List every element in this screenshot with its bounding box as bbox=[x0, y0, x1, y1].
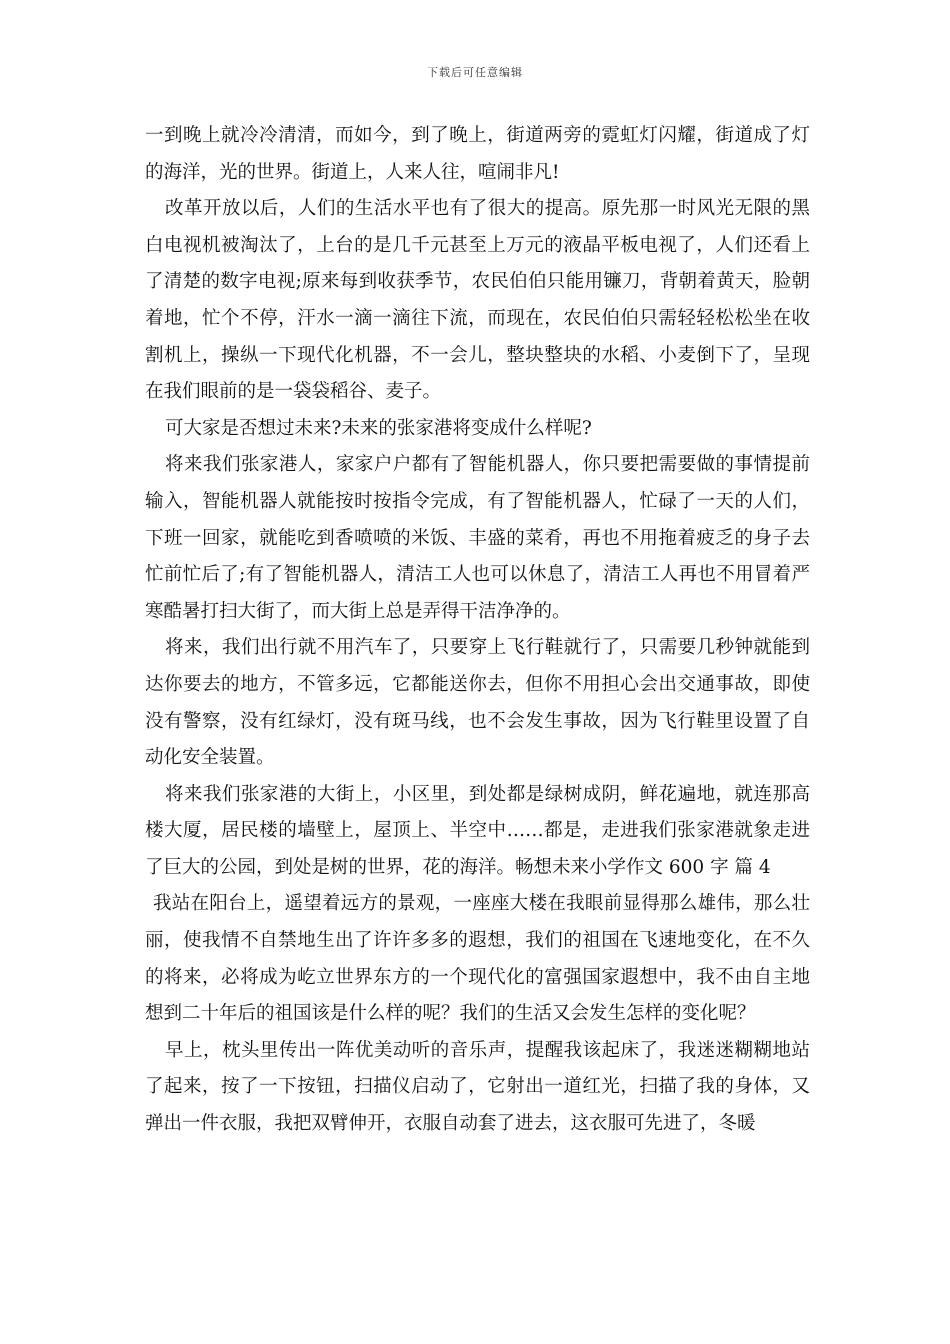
paragraph-flying-shoes: 将来，我们出行就不用汽车了，只要穿上飞行鞋就行了，只需要几秒钟就能到达你要去的地方，不管多远，它都能送你去，但你不用担心会出交通事故，即使没有警察，没有红绿灯，没有斑马线，也不会发生事故，因为飞行鞋里设置了自动化安全装置。 bbox=[145, 637, 810, 769]
paragraph-question: 可大家是否想过未来?未来的张家港将变成什么样呢? bbox=[165, 417, 592, 439]
paragraph-morning: 早上，枕头里传出一阵优美动听的音乐声，提醒我该起床了，我迷迷糊糊地站了起来，按了一下按钮，扫描仪启动了，它射出一道红光，扫描了我的身体，又弹出一件衣服，我把双臂伸开，衣服自动套了进去，这衣服可先进了，冬暖 bbox=[145, 1039, 810, 1135]
paragraph-reform: 改革开放以后，人们的生活水平也有了很大的提高。原先那一时风光无限的黑白电视机被淘汰了，上台的是几千元甚至上万元的液晶平板电视了，人们还看上了清楚的数字电视;原来每到收获季节，农民伯伯只能用镰刀，背朝着黄天，脸朝着地，忙个不停，汗水一滴一滴往下流，而现在，农民伯伯只需轻轻松松坐在收割机上，操纵一下现代化机器，不一会儿，整块整块的水稻、小麦倒下了，呈现在我们眼前的是一袋袋稻谷、麦子。 bbox=[145, 198, 810, 403]
page-header: 下载后可任意编辑 bbox=[427, 66, 523, 79]
paragraph-continuation: 一到晚上就冷冷清清，而如今，到了晚上，街道两旁的霓虹灯闪耀，街道成了灯的海洋，光的世界。街道上，人来人往，喧闹非凡! bbox=[145, 125, 810, 183]
paragraph-green-city: 将来我们张家港的大街上，小区里，到处都是绿树成阴，鲜花遍地，就连那高楼大厦，居民楼的墙壁上，屋顶上、半空中……都是，走进我们张家港就象走进了巨大的公园，到处是树的世界，花的海洋。畅想未来小学作文 600 字 篇 4 bbox=[145, 783, 810, 878]
document-body bbox=[145, 118, 810, 1143]
paragraph-robots: 将来我们张家港人，家家户户都有了智能机器人，你只要把需要做的事情提前输入，智能机器人就能按时按指令完成，有了智能机器人，忙碌了一天的人们，下班一回家，就能吃到香喷喷的米饭、丰盛的菜肴，再也不用拖着疲乏的身子去忙前忙后了;有了智能机器人，清洁工人也可以休息了，清洁工人再也不用冒着严寒酷暑打扫大街了，而大街上总是弄得干洁净净的。 bbox=[145, 454, 810, 622]
paragraph-balcony: 我站在阳台上，遥望着远方的景观，一座座大楼在我眼前显得那么雄伟，那么壮丽，使我情不自禁地生出了许许多多的遐想，我们的祖国在飞速地变化，在不久的将来，必将成为屹立世界东方的一个现代化的富强国家遐想中，我不由自主地想到二十年后的祖国该是什么样的呢？我们的生活又会发生怎样的变化呢？ bbox=[145, 893, 810, 1025]
